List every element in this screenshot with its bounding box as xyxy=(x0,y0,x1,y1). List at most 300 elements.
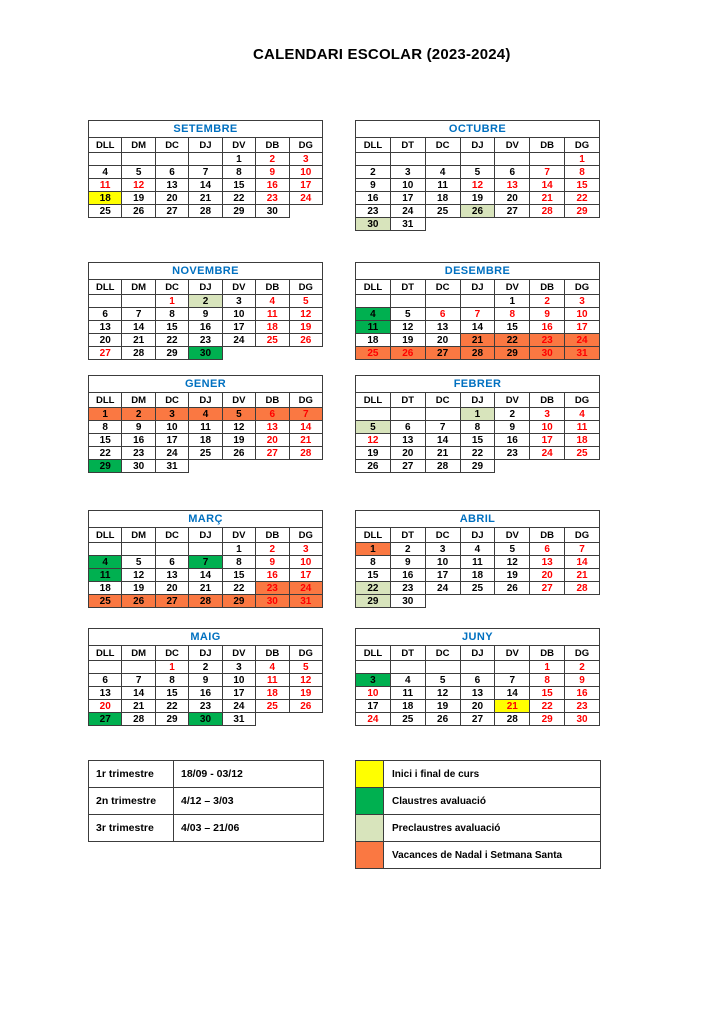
day-cell: 30 xyxy=(256,205,289,218)
day-cell: 25 xyxy=(425,205,460,218)
day-cell: 20 xyxy=(89,334,122,347)
day-cell: 27 xyxy=(89,347,122,360)
day-cell: 30 xyxy=(256,595,289,608)
day-cell: 30 xyxy=(122,460,155,473)
weekday-header: DB xyxy=(530,393,565,408)
day-cell: 18 xyxy=(89,192,122,205)
day-cell: 22 xyxy=(460,447,495,460)
day-cell: 3 xyxy=(565,295,600,308)
day-cell: 12 xyxy=(356,434,391,447)
day-cell: 28 xyxy=(189,595,222,608)
month-desembre xyxy=(355,262,600,360)
day-cell: 8 xyxy=(89,421,122,434)
day-cell: 25 xyxy=(189,447,222,460)
day-cell: 20 xyxy=(256,434,289,447)
day-cell: 17 xyxy=(565,321,600,334)
day-cell: 1 xyxy=(155,661,188,674)
day-cell: 4 xyxy=(460,543,495,556)
day-cell: 12 xyxy=(122,569,155,582)
blank-cell xyxy=(530,460,565,473)
trimester-row xyxy=(89,815,324,842)
blank-cell xyxy=(425,595,460,608)
day-cell: 7 xyxy=(425,421,460,434)
day-cell: 20 xyxy=(530,569,565,582)
day-cell: 4 xyxy=(89,166,122,179)
day-cell: 24 xyxy=(289,192,322,205)
day-cell: 21 xyxy=(189,192,222,205)
day-cell: 24 xyxy=(565,334,600,347)
day-cell: 28 xyxy=(122,713,155,726)
day-cell: 28 xyxy=(495,713,530,726)
day-cell: 13 xyxy=(460,687,495,700)
trimester-label: 1r trimestre xyxy=(89,761,174,788)
weekday-header: DB xyxy=(256,280,289,295)
calendar-grid xyxy=(88,120,600,726)
trimester-dates: 4/12 – 3/03 xyxy=(174,788,324,815)
weekday-header: DB xyxy=(530,138,565,153)
legend-label: Vacances de Nadal i Setmana Santa xyxy=(384,842,601,869)
day-cell: 26 xyxy=(289,700,322,713)
day-cell: 10 xyxy=(425,556,460,569)
day-cell: 3 xyxy=(530,408,565,421)
day-cell: 21 xyxy=(122,700,155,713)
weekday-header: DG xyxy=(565,393,600,408)
day-cell: 29 xyxy=(530,713,565,726)
day-cell: 18 xyxy=(189,434,222,447)
day-cell: 31 xyxy=(155,460,188,473)
day-cell: 6 xyxy=(256,408,289,421)
day-cell: 20 xyxy=(89,700,122,713)
trimester-dates: 18/09 - 03/12 xyxy=(174,761,324,788)
day-cell: 21 xyxy=(122,334,155,347)
empty-cell xyxy=(122,153,155,166)
day-cell: 11 xyxy=(89,179,122,192)
day-cell: 21 xyxy=(565,569,600,582)
day-cell: 2 xyxy=(356,166,391,179)
day-cell: 9 xyxy=(565,674,600,687)
weekday-header: DB xyxy=(530,280,565,295)
day-cell: 26 xyxy=(460,205,495,218)
empty-cell xyxy=(425,153,460,166)
day-cell: 20 xyxy=(155,192,188,205)
day-cell: 17 xyxy=(222,321,255,334)
weekday-header: DB xyxy=(530,646,565,661)
day-cell: 30 xyxy=(530,347,565,360)
weekday-header: DJ xyxy=(460,528,495,543)
empty-cell xyxy=(425,408,460,421)
day-cell: 10 xyxy=(155,421,188,434)
empty-cell xyxy=(390,661,425,674)
day-cell: 25 xyxy=(460,582,495,595)
month-febrer xyxy=(355,375,600,473)
blank-cell xyxy=(256,713,289,726)
day-cell: 21 xyxy=(289,434,322,447)
weekday-header: DJ xyxy=(189,138,222,153)
day-cell: 8 xyxy=(565,166,600,179)
day-cell: 22 xyxy=(222,582,255,595)
day-cell: 8 xyxy=(155,674,188,687)
day-cell: 8 xyxy=(495,308,530,321)
day-cell: 4 xyxy=(256,661,289,674)
day-cell: 1 xyxy=(565,153,600,166)
day-cell: 9 xyxy=(256,166,289,179)
day-cell: 11 xyxy=(390,687,425,700)
day-cell: 3 xyxy=(289,153,322,166)
day-cell: 15 xyxy=(155,687,188,700)
weekday-header: DC xyxy=(425,646,460,661)
day-cell: 15 xyxy=(565,179,600,192)
day-cell: 21 xyxy=(495,700,530,713)
day-cell: 2 xyxy=(189,661,222,674)
day-cell: 10 xyxy=(289,556,322,569)
day-cell: 16 xyxy=(256,179,289,192)
day-cell: 2 xyxy=(122,408,155,421)
empty-cell xyxy=(189,543,222,556)
day-cell: 22 xyxy=(356,582,391,595)
day-cell: 17 xyxy=(222,687,255,700)
weekday-header: DV xyxy=(222,280,255,295)
day-cell: 23 xyxy=(530,334,565,347)
month-title: JUNY xyxy=(356,629,600,646)
day-cell: 29 xyxy=(155,347,188,360)
day-cell: 16 xyxy=(189,687,222,700)
day-cell: 7 xyxy=(289,408,322,421)
day-cell: 3 xyxy=(356,674,391,687)
day-cell: 14 xyxy=(530,179,565,192)
day-cell: 17 xyxy=(425,569,460,582)
day-cell: 27 xyxy=(89,713,122,726)
weekday-header: DM xyxy=(122,646,155,661)
weekday-header: DC xyxy=(425,280,460,295)
day-cell: 16 xyxy=(390,569,425,582)
trimester-label: 2n trimestre xyxy=(89,788,174,815)
weekday-header: DJ xyxy=(189,280,222,295)
day-cell: 25 xyxy=(390,713,425,726)
legend-swatch-vacances xyxy=(356,842,384,869)
day-cell: 6 xyxy=(155,556,188,569)
day-cell: 15 xyxy=(222,179,255,192)
blank-cell xyxy=(495,218,530,231)
day-cell: 7 xyxy=(189,556,222,569)
day-cell: 31 xyxy=(565,347,600,360)
day-cell: 20 xyxy=(425,334,460,347)
day-cell: 2 xyxy=(530,295,565,308)
day-cell: 28 xyxy=(289,447,322,460)
weekday-header: DV xyxy=(495,393,530,408)
day-cell: 10 xyxy=(289,166,322,179)
day-cell: 17 xyxy=(289,179,322,192)
day-cell: 15 xyxy=(356,569,391,582)
weekday-header: DLL xyxy=(356,280,391,295)
day-cell: 24 xyxy=(390,205,425,218)
day-cell: 10 xyxy=(356,687,391,700)
day-cell: 16 xyxy=(565,687,600,700)
weekday-header: DC xyxy=(425,528,460,543)
day-cell: 21 xyxy=(189,582,222,595)
day-cell: 19 xyxy=(495,569,530,582)
day-cell: 20 xyxy=(495,192,530,205)
blank-cell xyxy=(460,218,495,231)
day-cell: 27 xyxy=(425,347,460,360)
page-title: CALENDARI ESCOLAR (2023-2024) xyxy=(253,46,511,63)
blank-cell xyxy=(425,218,460,231)
day-cell: 17 xyxy=(155,434,188,447)
day-cell: 4 xyxy=(390,674,425,687)
day-cell: 12 xyxy=(222,421,255,434)
day-cell: 3 xyxy=(222,661,255,674)
month-title: FEBRER xyxy=(356,376,600,393)
day-cell: 9 xyxy=(256,556,289,569)
day-cell: 14 xyxy=(189,179,222,192)
weekday-header: DC xyxy=(425,138,460,153)
day-cell: 15 xyxy=(530,687,565,700)
weekday-header: DJ xyxy=(460,393,495,408)
month-abril xyxy=(355,510,600,608)
blank-cell xyxy=(289,460,322,473)
month-title: ABRIL xyxy=(356,511,600,528)
day-cell: 6 xyxy=(530,543,565,556)
weekday-header: DT xyxy=(390,393,425,408)
day-cell: 11 xyxy=(256,308,289,321)
day-cell: 17 xyxy=(390,192,425,205)
day-cell: 9 xyxy=(356,179,391,192)
weekday-header: DC xyxy=(155,138,188,153)
day-cell: 10 xyxy=(565,308,600,321)
blank-cell xyxy=(565,595,600,608)
day-cell: 24 xyxy=(155,447,188,460)
empty-cell xyxy=(89,295,122,308)
day-cell: 10 xyxy=(530,421,565,434)
day-cell: 23 xyxy=(122,447,155,460)
day-cell: 6 xyxy=(390,421,425,434)
trimester-row xyxy=(89,788,324,815)
day-cell: 19 xyxy=(356,447,391,460)
day-cell: 18 xyxy=(390,700,425,713)
empty-cell xyxy=(530,153,565,166)
day-cell: 22 xyxy=(155,700,188,713)
day-cell: 15 xyxy=(495,321,530,334)
legend-label: Claustres avaluació xyxy=(384,788,601,815)
day-cell: 12 xyxy=(460,179,495,192)
day-cell: 3 xyxy=(425,543,460,556)
day-cell: 22 xyxy=(155,334,188,347)
empty-cell xyxy=(356,295,391,308)
day-cell: 25 xyxy=(89,595,122,608)
day-cell: 29 xyxy=(460,460,495,473)
weekday-header: DV xyxy=(222,528,255,543)
weekday-header: DC xyxy=(155,528,188,543)
day-cell: 30 xyxy=(565,713,600,726)
day-cell: 21 xyxy=(425,447,460,460)
day-cell: 22 xyxy=(530,700,565,713)
day-cell: 4 xyxy=(189,408,222,421)
day-cell: 12 xyxy=(289,308,322,321)
day-cell: 28 xyxy=(425,460,460,473)
day-cell: 24 xyxy=(222,700,255,713)
day-cell: 11 xyxy=(425,179,460,192)
day-cell: 4 xyxy=(256,295,289,308)
day-cell: 21 xyxy=(460,334,495,347)
day-cell: 16 xyxy=(256,569,289,582)
day-cell: 22 xyxy=(495,334,530,347)
blank-cell xyxy=(530,595,565,608)
day-cell: 5 xyxy=(289,661,322,674)
empty-cell xyxy=(495,153,530,166)
day-cell: 3 xyxy=(155,408,188,421)
empty-cell xyxy=(460,295,495,308)
month-title: OCTUBRE xyxy=(356,121,600,138)
month-marc xyxy=(88,510,323,608)
weekday-header: DC xyxy=(425,393,460,408)
weekday-header: DC xyxy=(155,393,188,408)
day-cell: 18 xyxy=(425,192,460,205)
day-cell: 25 xyxy=(256,700,289,713)
day-cell: 19 xyxy=(390,334,425,347)
day-cell: 19 xyxy=(460,192,495,205)
day-cell: 12 xyxy=(390,321,425,334)
day-cell: 25 xyxy=(356,347,391,360)
day-cell: 8 xyxy=(222,556,255,569)
day-cell: 25 xyxy=(256,334,289,347)
weekday-header: DV xyxy=(222,646,255,661)
day-cell: 24 xyxy=(222,334,255,347)
day-cell: 27 xyxy=(155,205,188,218)
day-cell: 10 xyxy=(222,674,255,687)
day-cell: 30 xyxy=(189,713,222,726)
day-cell: 24 xyxy=(356,713,391,726)
day-cell: 28 xyxy=(460,347,495,360)
day-cell: 3 xyxy=(390,166,425,179)
day-cell: 14 xyxy=(495,687,530,700)
trimester-label: 3r trimestre xyxy=(89,815,174,842)
day-cell: 4 xyxy=(356,308,391,321)
day-cell: 12 xyxy=(122,179,155,192)
day-cell: 12 xyxy=(425,687,460,700)
day-cell: 13 xyxy=(89,687,122,700)
day-cell: 29 xyxy=(155,713,188,726)
day-cell: 5 xyxy=(222,408,255,421)
empty-cell xyxy=(390,153,425,166)
day-cell: 31 xyxy=(222,713,255,726)
empty-cell xyxy=(390,408,425,421)
day-cell: 27 xyxy=(460,713,495,726)
month-title: NOVEMBRE xyxy=(89,263,323,280)
weekday-header: DB xyxy=(256,393,289,408)
day-cell: 6 xyxy=(495,166,530,179)
day-cell: 2 xyxy=(189,295,222,308)
day-cell: 7 xyxy=(122,308,155,321)
weekday-header: DB xyxy=(256,528,289,543)
day-cell: 29 xyxy=(565,205,600,218)
day-cell: 20 xyxy=(460,700,495,713)
day-cell: 11 xyxy=(460,556,495,569)
day-cell: 20 xyxy=(155,582,188,595)
weekday-header: DT xyxy=(390,528,425,543)
day-cell: 2 xyxy=(565,661,600,674)
day-cell: 27 xyxy=(256,447,289,460)
day-cell: 30 xyxy=(356,218,391,231)
weekday-header: DJ xyxy=(460,280,495,295)
day-cell: 1 xyxy=(222,543,255,556)
day-cell: 24 xyxy=(289,582,322,595)
day-cell: 19 xyxy=(222,434,255,447)
day-cell: 16 xyxy=(189,321,222,334)
day-cell: 25 xyxy=(565,447,600,460)
weekday-header: DJ xyxy=(189,646,222,661)
day-cell: 23 xyxy=(189,700,222,713)
day-cell: 9 xyxy=(530,308,565,321)
weekday-header: DG xyxy=(289,646,322,661)
day-cell: 11 xyxy=(565,421,600,434)
trimester-table xyxy=(88,760,324,842)
weekday-header: DB xyxy=(530,528,565,543)
day-cell: 26 xyxy=(495,582,530,595)
day-cell: 4 xyxy=(425,166,460,179)
month-title: MARÇ xyxy=(89,511,323,528)
weekday-header: DLL xyxy=(356,393,391,408)
day-cell: 10 xyxy=(222,308,255,321)
blank-cell xyxy=(530,218,565,231)
blank-cell xyxy=(565,218,600,231)
empty-cell xyxy=(155,153,188,166)
blank-cell xyxy=(256,347,289,360)
day-cell: 2 xyxy=(390,543,425,556)
empty-cell xyxy=(356,408,391,421)
day-cell: 17 xyxy=(289,569,322,582)
weekday-header: DB xyxy=(256,138,289,153)
day-cell: 13 xyxy=(155,179,188,192)
weekday-header: DG xyxy=(565,646,600,661)
weekday-header: DG xyxy=(565,528,600,543)
day-cell: 23 xyxy=(189,334,222,347)
day-cell: 2 xyxy=(256,153,289,166)
day-cell: 23 xyxy=(256,582,289,595)
day-cell: 27 xyxy=(530,582,565,595)
blank-cell xyxy=(289,713,322,726)
day-cell: 25 xyxy=(89,205,122,218)
day-cell: 18 xyxy=(460,569,495,582)
month-octubre xyxy=(355,120,600,231)
weekday-header: DV xyxy=(495,138,530,153)
month-title: SETEMBRE xyxy=(89,121,323,138)
day-cell: 1 xyxy=(155,295,188,308)
day-cell: 7 xyxy=(460,308,495,321)
day-cell: 19 xyxy=(289,321,322,334)
empty-cell xyxy=(122,543,155,556)
day-cell: 24 xyxy=(425,582,460,595)
day-cell: 9 xyxy=(390,556,425,569)
weekday-header: DLL xyxy=(89,138,122,153)
day-cell: 13 xyxy=(390,434,425,447)
blank-cell xyxy=(256,460,289,473)
day-cell: 26 xyxy=(222,447,255,460)
weekday-header: DJ xyxy=(189,528,222,543)
day-cell: 14 xyxy=(460,321,495,334)
day-cell: 9 xyxy=(122,421,155,434)
month-setembre xyxy=(88,120,323,218)
day-cell: 5 xyxy=(425,674,460,687)
weekday-header: DM xyxy=(122,393,155,408)
day-cell: 26 xyxy=(356,460,391,473)
day-cell: 29 xyxy=(356,595,391,608)
day-cell: 1 xyxy=(222,153,255,166)
legend-label: Inici i final de curs xyxy=(384,761,601,788)
day-cell: 6 xyxy=(460,674,495,687)
day-cell: 7 xyxy=(565,543,600,556)
day-cell: 20 xyxy=(390,447,425,460)
day-cell: 28 xyxy=(565,582,600,595)
day-cell: 5 xyxy=(390,308,425,321)
